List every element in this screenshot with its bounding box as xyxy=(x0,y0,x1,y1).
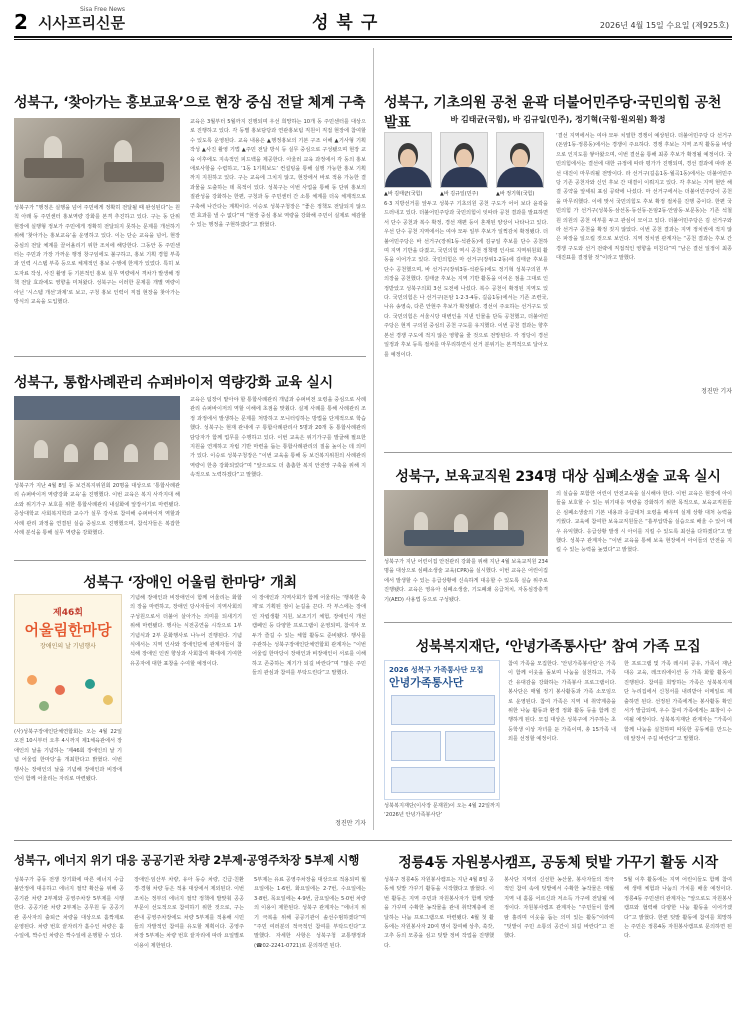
issue-date: 2026년 4월 15일 수요일 (제925호) xyxy=(599,21,729,30)
poster-subtitle: 장애인의 날 기념행사 xyxy=(40,643,96,650)
article-text-energy-1: 성북구가 중동 전쟁 장기화에 따른 에너지 수급 불안정에 대응하고 에너지 절약 확산을 위해 공공기관 차량 2부제와 공영주차장 5부제를 시행한다. 공공기관 차량 2부제는 공무원 등 공공기관 종사자의 출퇴근 차량을 대상으로 홀짝제로 운영된다. 차량 번호 끝자리가 홀수인 차량은 홀수일에, 짝수인 차량은 짝수일에 운행할 수 있다. xyxy=(14,877,124,940)
divider xyxy=(384,622,732,623)
column-divider xyxy=(373,48,374,830)
photo-integrated-seminar xyxy=(14,396,180,480)
photo-mats xyxy=(404,530,524,546)
photo-cpr-training xyxy=(384,490,548,556)
photo-person xyxy=(94,442,108,460)
article-text-election-1: 6·3 지방선거를 앞두고 성북구 기초의원 공천 구도가 어어 보다 윤곽을 드러내고 있다. 더불어민주당과 국민의힘이 잇따라 공천 결과를 발표하면서 단수 공천과 복수 확정, 경선 재편 등이 혼재된 양상이 나타나고 있다. 우선 단수 공천 지역에서는 여야 모두 일부 후보가 일찍감치 확정됐다. 더불어민주당은 바 선거구(장위1동·석관동)에 김규일 후보를 단수 공천하며 지역 기반을 다졌고, 국민의힘 역시 공천 정책평 인사로 지역위원회 활동을 이어가고 있다. 국민의힘은 마 선거구(장위1·2동)에 김태균 후보를 단수 공천했으며, 바 선거구(장위3동·석관동)에도 정기혁 성북구의원 부의장을 공천했다. 김태균 후보는 지역 기반 활동을 이어온 점을 그대로 인정받았고 성북구의회 3선 도전에 나섰다. 복수 공천이 확정된 지역도 있다. 국민의힘은 나 선거구(돈암 1·2·3·4동, 길음1동)에서는 기존 조련국, 나유 송영숙, 다른 안현주 후보가 확정됐다. 경선이 주요하는 선거구도 있다. 국민의힘은 서울시당 대변인을 지낸 인물을 단독 공천했고, 더불어민주당은 현직 구의원 중심의 공천 구도를 유지했다. 이번 공천 결과는 향후 본선 경쟁 구도에 적지 않은 영향을 줄 것으로 전망된다. 각 정당이 경선 일정과 후보 등록 절차를 마무리하면서 선거 분위기는 본격적으로 달아오를 예정이다. xyxy=(384,201,548,358)
portrait-candidate xyxy=(384,132,432,188)
article-text-election-2: ‘결선 지역에서는 여야 모두 치열한 경쟁이 예상된다. 더불어민주당 다 선거구(돈암1동·정릉동)에서는 경쟁이 주요하다. 경쟁 후보는 지역 조직 활동을 바탕으로 인지도를 쌓아왔으며, 이번 결선을 통해 최종 후보가 확정될 예정이다. 국민의힘에서는 결선에 대한 규정에 따라 평가가 진행되며, 경선 결과에 따라 본선 대진이 마무리될 전망이다. 라 선거구(길음1동·월곡1동)에서는 더불어민주당 기존 공천자와 신인 후보 간 대결이 이뤄지고 있다. 각 후보는 지역 현안 해결 공약을 앞세워 표심 공략에 나섰다. 마 선거구에서는 더불어민주당이 공천을 마무리했다. 이에 맞서 국민의힘도 후보 확정 절차를 진행 중이다. 한편 국민의힘 가 선거구(성북동·삼선동·동선동·돈암2동·안암동·보문동)는 기존 석철원 의원의 공천 여부를 두고 관심이 모이고 있다. 더불어민주당은 김 선거구와 라 선거구 공천을 확정 짓지 않았다. 이번 공천 결과는 지역 정치권에 적지 않은 파장을 일으킬 것으로 보인다. 지역 정치권 관계자는 “공천 결과는 후보 간 경쟁 구도와 선거 전략에 직접적인 영향을 미친다”며 “남은 결선 일정이 최종 대진표를 결정할 것”이라고 말했다. xyxy=(556,133,732,262)
photo-desk xyxy=(104,162,164,182)
headline-election: 성북구, 기초의원 공천 윤곽 더불어민주당·국민의힘 공천 발표 xyxy=(384,95,722,131)
headline-family: 성북복지재단, ‘안녕가족통사단’ 참여 가족 모집 xyxy=(415,639,701,655)
flower-icon xyxy=(39,701,49,711)
portrait-candidate xyxy=(496,132,544,188)
headline-energy: 성북구, 에너지 위기 대응 공공기관 차량 2부제·공영주차장 5부제 시행 xyxy=(14,853,360,867)
portrait-candidate xyxy=(440,132,488,188)
poster-title: 어울림한마당 xyxy=(24,621,112,639)
photo-person xyxy=(124,444,138,462)
headline-disabled: 성북구 ‘장애인 어울림 한마당’ 개최 xyxy=(83,575,297,591)
article-text-family-2: 한 프로그램 및 가족 레시피 공유, 가족이 재난 대응 교육, 레크리에이션 등 가족 화합 활동이 진행된다. 참여를 희망하는 가족은 성북복지재단 누리집에서 신청서를 내려받아 이메일로 제출하면 된다. 선정된 가족에게는 봉사활동 확인서가 발급되며, 우수 참여 가족에게는 표창이 수여될 예정이다. 성북복지재단 관계자는 “가족이 함께 나눔을 실천하며 따뜻한 공동체를 만드는 데 앞장서 주길 바란다”고 말했다. xyxy=(624,661,732,743)
newspaper-logo-sub: Sisa Free News xyxy=(80,6,126,13)
photo-promo-class xyxy=(14,118,180,202)
article-text-childcare-2: 의 실습을 포함한 어린이 안전교육을 실시해야 한다. 이번 교육은 현장에 아이들을 보호할 수 있는 위기대응 역량을 강화하기 위한 목적으로, 보육교직원들은 심폐소생술의 기본 내용과 응급대처 요령을 배우며 실제 상황 대처 능력을 키웠다. 교육에 참여한 보육교직원들은 “흉부압박을 실습으로 배울 수 있어 매우 유익했다. 응급상황 발생 시 아이를 지킬 수 있도록 최선을 다하겠다”고 말했다. 성북구 관계자는 “이번 교육을 통해 보육 현장에서 아이들의 안전을 지킬 수 있는 능력을 높였다”고 밝혔다. xyxy=(556,491,732,554)
photo-desk xyxy=(24,158,84,178)
article-text-energy-2: 장애인·임산부 차량, 유아 동승 차량, 긴급·친환경·경형 차량 등은 적용 대상에서 제외된다. 이번 조치는 정부의 에너지 절약 정책에 발맞춰 공공부문이 선도적으로 참여하기 위한 것으로, 구는 관내 공영주차장에도 차량 5부제를 적용해 시민들의 자발적인 참여를 유도할 계획이다. 공영주차장 5부제는 차량 번호 끝자리에 따라 요일별로 이용이 제한된다. xyxy=(134,877,244,949)
photo-person xyxy=(414,512,428,530)
divider xyxy=(14,840,732,841)
caption-candidate-1: ▲바 김태균(국힘) xyxy=(384,191,423,197)
article-text-disabled-2: 이 장애인과 지역사회가 함께 어울리는 ‘행복한 축제’로 기획된 점이 눈길을 끈다. 각 부스에는 장애인 자립생활 지원, 보조기기 체험, 장애인식 개선 캠페인 등 다양한 프로그램이 운영되며, 참여자 모두가 즐길 수 있는 체험 활동도 준비됐다. 행사를 주관하는 성북구장애인단체연합회 관계자는 “이번 어울림 한마당이 장애인과 비장애인이 서로를 이해하고 존중하는 계기가 되길 바란다”며 “많은 주민들의 관심과 참여를 부탁드린다”고 말했다. xyxy=(252,595,366,677)
poster-badge: 제46회 xyxy=(53,608,83,618)
photo-person xyxy=(454,514,468,532)
masthead-rule xyxy=(14,36,732,38)
flower-icon xyxy=(103,695,113,705)
article-text-volunteer-1: 성북구 정릉4동 자원봉사캠프는 지난 4월 8일 공동체 텃밭 가꾸기 활동을 시작했다고 밝혔다. 이번 활동은 지역 주민과 자원봉사자가 함께 텃밭을 가꾸며 수확한 농작물을 관내 취약계층에 전달하는 나눔 프로그램으로 마련됐다. 4월 첫 활동에는 자원봉사자 20여 명이 참여해 상추, 쑥갓, 고추 등의 모종을 심고 텃밭 정비 작업을 진행했다. xyxy=(384,877,494,949)
divider xyxy=(14,560,366,561)
flower-icon xyxy=(55,685,65,695)
article-text-integrated-2: 교육은 팀장이 맡아야 할 통합사례관리 개념과 슈퍼비전 요령을 중심으로 사례관리 슈퍼바이저의 역할 이해에 초점을 맞췄다. 실제 사례를 통해 사례관리 조정 과정에서 발생하는 문제를 처방하고 모니터링하는 방법을 단계적으로 학습했다. 성북구는 현재 관내에 구 통합사례관리사 5명과 20개 동 통합사례관리 담당자가 함께 업무를 수행하고 있다. 이번 교육은 위기가구를 발굴해 필요한 지원을 연계하고 자립 기반 마련을 돕는 통합사례관리의 질을 높이는 데 의미가 있다. 이승로 성북구청장은 “이번 교육을 통해 동 보건복지위원의 사례관리 역량이 한층 강화되었다”며 “앞으로도 더 촘촘한 복지 안전망 구축을 위해 지속적으로 노력하겠다”고 말했다. xyxy=(190,397,366,479)
photo-person xyxy=(34,440,48,458)
photo-person xyxy=(494,512,508,530)
article-text-integrated-1: 성북구가 지난 4월 8일 동 보건복지위원회 20명을 대상으로 ‘통합사례관리 슈퍼바이저 역량강화 교육’을 진행했다. 이번 교육은 복지 사각지대 해소와 위기가구 보호를 위한 통합사례관리 내실화에 앞장서기로 마련됐다. 증상대학교 사회복지학과 교수가 실무 강사로 참여해 슈퍼바이저 역할과 사례 관리 과정을 연결된 실습 중심으로 진행했으며, 참석자들은 복잡한 사례 분석을 통해 실무 역량을 강화했다. xyxy=(14,483,180,537)
flower-icon xyxy=(27,675,37,685)
caption-candidate-3: ▲바 정기혁(국힘) xyxy=(496,191,535,197)
byline-disabled: 정진만 기자 xyxy=(335,820,366,827)
poster-info-box xyxy=(445,731,495,761)
byline-election: 정진만 기자 xyxy=(701,388,732,395)
section-title: 성북구 xyxy=(312,13,386,33)
article-text-energy-3: 5부제는 유료 공영주차장을 대상으로 적용되며 월요일에는 1·6번, 화요일에는 2·7번, 수요일에는 3·8번, 목요일에는 4·9번, 금요일에는 5·0번 차량의 이용이 제한된다. 성북구 관계자는 “에너지 위기 극복을 위해 공공기관이 솔선수범하겠다”며 “주민 여러분의 적극적인 참여를 부탁드린다”고 말했다. 자세한 사항은 성북구청 교통행정과(☎02-2241-0721)로 문의하면 된다. xyxy=(254,877,366,949)
divider xyxy=(384,452,732,453)
article-text-promo-1: 성북구가 “행정은 실행을 넘어 주민에게 정확히 전달될 때 완성된다”는 원칙 아래 동 주민센터 홍보역량 강화를 본격 추진하고 있다. 구는 동 단위 현장에 실행형 정보가 주민에게 정확히 전달되지 못하는 문제를 개선하기 위해 ‘찾아가는 홍보교육’을 운영하고 있다. 이는 단순 교육을 넘어, 현장 중심의 전달 체계를 끌어올리기 위한 조치에 해당한다. 그동안 동 주민센터는 주민과 가장 가까운 행정 창구임에도 불구하고, 홍보 기획 경험 부족과 인력 시스템 부족 등으로 체계적인 홍보 수행에 한계가 있었다. 특히 보도자료 작성, 사진 촬영 등 기본적인 홍보 실무 역량에서 격차가 발생해 정책 전달 효과에도 영향을 미쳐왔다. 성북구는 이러한 문제를 개별 역량이 아닌 ‘시스템 개선’과제’로 보고, 구청 홍보 인력이 직접 현장을 찾아가는 방식의 교육을 도입했다. xyxy=(14,205,180,306)
poster-info-box xyxy=(391,731,441,761)
subhead-election: 바 김태균(국힘), 바 김규일(민주), 정기혁(국힘·원외원) 확정 xyxy=(450,115,666,124)
article-text-promo-2: 교육은 3월부터 5월까지 진행되며 우선 희망하는 10개 동 주민센터를 대상으로 진행하고 있다. 각 동별 홍보담당과 연관홍보팀 직원이 직접 현장에 참여할 수 있도록 운영된다. 교육 내용은 ▲행정홍보의 기본 구조 이해 ▲기사형 기획 작성 ▲사진 촬영 기법 ▲주민 전달 방식 등 실무 중심으로 구성됐으며 현장 교육 이후에도 지속적인 피드백을 제공한다. 아울러 교육 과정에서 각 동의 홍보 애로사항을 수렴하고, ‘1동 1기획보도’ 컨설팅을 통해 실행 가능한 홍보 기획까지 지원하고 있다. 구는 교육에 그치지 않고, 현장에서 바로 적용 가능한 결과물을 도출하는 데 목적이 있다. 성북구는 이번 사업을 통해 동 단위 홍보의 질관성을 강화하는 한편, 구청과 동 주민센터 간 소통 체계를 더욱 체계적으로 구축해 나간다는 계획이다. 이승로 성북구청장은 “좋은 정책도 전달되지 않으면 효과를 낼 수 없다”며 “현장 중심 홍보 역량을 강화해 주민이 실제로 체감할 수 있는 행정을 구현하겠다”고 밝혔다. xyxy=(190,119,366,229)
photo-banner xyxy=(14,396,180,420)
headline-integrated: 성북구, 통합사례관리 슈퍼바이저 역량강화 교육 실시 xyxy=(14,375,333,391)
headline-promo: 성북구, ‘찾아가는 홍보교육’으로 현장 중심 전달 체계 구축 xyxy=(14,95,366,111)
photo-person xyxy=(64,444,78,462)
poster-title: 안녕가족통사단 xyxy=(389,676,464,689)
headline-childcare: 성북구, 보육교직원 234명 대상 심폐소생술 교육 실시 xyxy=(395,469,721,485)
poster-info-box xyxy=(391,695,495,725)
caption-candidate-2: ▲바 김규일(민주) xyxy=(440,191,479,197)
newspaper-logo: 시사프리신문 xyxy=(38,14,125,32)
page-number: 2 xyxy=(14,10,28,34)
caption-family: 성북복지재단(이사장 문재원)이 오는 4월 22일까지 ‘2026년 안녕가족봉사단’ xyxy=(384,803,500,819)
article-text-childcare-1: 성북구가 지난 어린이집 안전관리 강화를 위해 지난 4월 보육교직원 234명을 대상으로 심폐소생술 교육(CPR)을 실시했다. 이번 교육은 어린이집에서 발생할 수 있는 응급상황에 신속하게 대응할 수 있도록 실습 위주로 진행됐다. 교육은 영유아 심폐소생술, 기도폐쇄 응급처치, 자동심장충격기(AED) 사용법 등으로 구성됐다. xyxy=(384,559,548,603)
poster-top-text: 2026 성북구 가족통사단 모집 xyxy=(389,666,484,674)
article-text-volunteer-3: 5월 이후 활동에는 지역 어린이들도 함께 참여해 생태 체험과 나눔의 가치를 배울 예정이다. 정릉4동 주민센터 관계자는 “앞으로도 자원봉사캠프와 협력해 다양한 나눔 활동을 이어가겠다”고 밝혔다. 한편 텃밭 활동에 참여를 희망하는 주민은 정릉4동 자원봉사캠프로 문의하면 된다. xyxy=(624,877,732,940)
photo-person xyxy=(114,140,132,162)
photo-person xyxy=(154,442,168,460)
poster-family-volunteer xyxy=(384,660,500,800)
article-text-volunteer-2: 봉사단 지역의 신선한 농산물, 봉사자들의 적극적인 참여 속에 텃밭에서 수확한 농작물은 매월 지역 내 홀몸 어르신과 저소득 가구에 전달될 예정이다. 자원봉사캠프 관계자는 “주민들이 함께 땀 흘리며 이웃을 돕는 의미 있는 활동”이라며 “텃밭이 주민 소통의 공간이 되길 바란다”고 전했다. xyxy=(504,877,614,940)
article-text-disabled-1: 기념해 장애인과 비장애인이 함께 어울리는 화합의 장을 마련하고, 장애인 당사자들이 지역사회의 구성원으로서 더불어 살아가는 의미를 되새기기 위해 마련됐다. 행사는 식전공연을 시작으로 1부 기념식과 2부 문화행사로 나누어 진행된다. 기념식에서는 지역 인사와 장애인단체 관계자들이 참석해 장애인 인권 향상과 사회참여 확대에 기여한 유공자에 대한 표창을 수여할 예정이다. xyxy=(130,595,242,667)
masthead-rule-thin xyxy=(14,39,732,40)
poster-info-box xyxy=(391,767,495,793)
article-text-family-1: 참여 가족을 모집한다. ‘안녕가족봉사단’은 가족이 함께 이웃을 돌보며 나눔을 실천하고, 가족 간 유대감을 강화하는 가족봉사 프로그램이다. 봉사단은 매월 정기 봉사활동과 가족 소모임으로 운영된다. 참여 가족은 지역 내 취약계층을 위한 나눔 활동과 환경 정화 활동 등을 함께 진행하게 된다. 모집 대상은 성북구에 거주하는 초등학생 이상 자녀를 둔 가족이며, 총 15가족 내외를 선정할 예정이다. xyxy=(508,661,616,743)
photo-person xyxy=(44,136,62,158)
divider xyxy=(14,356,366,357)
flower-icon xyxy=(85,679,95,689)
poster-festival xyxy=(14,594,122,724)
headline-volunteer: 정릉4동 자원봉사캠프, 공동체 텃밭 가꾸기 활동 시작 xyxy=(398,855,718,871)
caption-disabled: (사)성북구장애인단체연합회는 오는 4월 22일 오전 10시부터 오후 4시까지 제1체육관에서 장애인의 날을 기념하는 ‘제46회 장애인의 날 기념 어울림 한마당’을 개최한다고 밝혔다. 이번 행사는 장애인의 날을 기념해 장애인과 비장애인이 함께 어울리는 자리로 마련됐다. xyxy=(14,729,122,783)
